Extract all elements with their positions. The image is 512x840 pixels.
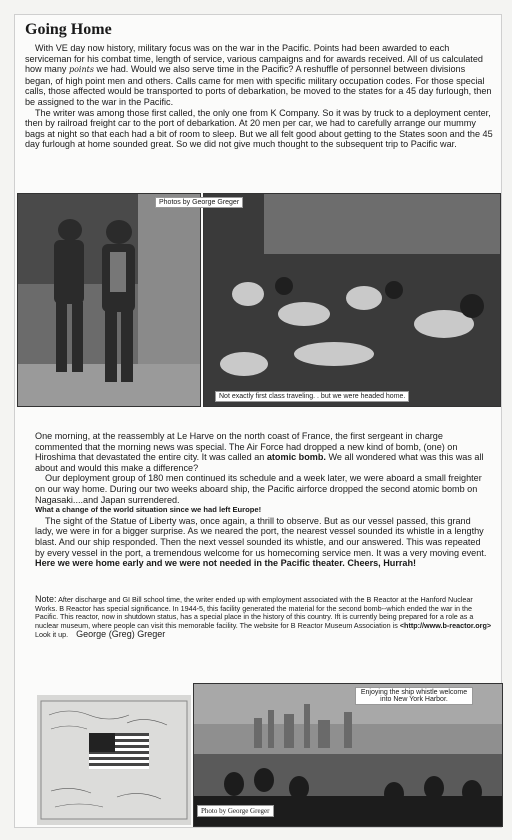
photo-credit-top: Photos by George Greger	[155, 197, 243, 208]
paragraph-3-start: One morning, at the reassembly at Le Harve on the north coast of France, the first sergeant in charge commented that the morning news was special. The Air Force had dropped a new kind of bomb, (one) on Hiroshima that devastated the entire city. It was called an	[35, 431, 458, 463]
railcar-caption: Not exactly first class traveling. . but we were headed home.	[215, 391, 409, 402]
story-text	[35, 431, 491, 569]
handwritten-word: points	[68, 65, 94, 75]
note-label: Note:	[35, 594, 57, 604]
note-block	[35, 595, 493, 640]
intro-text	[25, 43, 493, 150]
railcar-photo	[203, 193, 501, 407]
note-text: After discharge and GI Bill school time, the writer ended up with employment associated with the B Reactor at the Hanford Nuclear Works. B Reactor has special significance. In 1944-5, this facility generated the material for the second bomb--which ended the war in the Pacific. This reactor, now in shutdown status, has a special place in the history of this country. Ift is currently being prepared for a role as a nuclear museum, where people can visit this memorable facility. The website for B Reactor Museum Association is	[35, 595, 474, 630]
soldiers-photo-art	[18, 194, 200, 406]
signed-flag-photo	[37, 695, 191, 825]
paragraph-1-start: With VE day now history, military focus was on the war in the Pacific. Points had been awarded to each serviceman for his combat time, length of service, various campaigns and for awards received. All of us calculated how many	[25, 43, 483, 75]
photo-credit-bottom: Photo by George Greger	[197, 805, 274, 817]
paragraph-5-start: The sight of the Statue of Liberty was, once again, a thrill to observe. But as our vessel passed, this grand lady, we were in for a bigger surprise. As we neared the port, the nearest vessel sounded its whistle in a lengthy blast. And our ship responded. Then the next vessel sounded its whistle, and our answered. This was repeated by every vessel in the port, a tremendous welcome for us homecoming service men. It was a very moving event.	[35, 515, 487, 558]
page-title: Going Home	[25, 21, 112, 38]
note-end: Look it up.	[35, 630, 69, 640]
soldiers-photo	[17, 193, 201, 407]
paragraph-1	[25, 43, 493, 108]
newsletter-page	[14, 14, 502, 828]
railcar-photo-art	[204, 194, 500, 406]
paragraph-1-end: we had. Would we also serve time in the Pacific? A reshuffle of personnel between divisions began, of high point men and others. Calls came for men with specific military occupation codes. For those special calls, those affected would be transported to ports of debarkation, be moved to the states for a 45 day furlough, then be assigned to the war in the Pacific.	[25, 64, 492, 107]
harbor-caption: Enjoying the ship whistle welcome into New York Harbor.	[355, 687, 473, 705]
paragraph-4: Our deployment group of 180 men continued its schedule and a week later, we were aboard a small freighter on our way home. During our two weeks aboard ship, the Pacific airforce dropped the second atomic bomb on Nagasaki....and Japan surrendered.	[35, 473, 482, 505]
paragraph-5	[35, 516, 491, 569]
paragraph-3-end: We all wondered what was this was all about and would this make a difference?	[35, 452, 484, 473]
cheers-emphasis: Here we were home early and we were not needed in the Pacific theater. Cheers, Hurrah!	[35, 558, 417, 569]
signature: George (Greg) Greger	[76, 629, 166, 640]
tagline: What a change of the world situation since we had left Europe!	[35, 505, 262, 515]
paragraph-3	[35, 431, 491, 473]
paragraph-2: The writer was among those first called, the only one from K Company. So it was by truck to a deployment center, then by railroad freight car to the port of debarkation. At 20 men per car, we had to carefully arrange our mummy bags at night so that each had a bit of room to sleep. But we all felt good about getting to the States soon and the 45 day furlough at home sounded great. So we did not give much thought to the subsequent trip to Pacific war.	[25, 107, 493, 150]
atomic-bomb-emphasis: atomic bomb.	[266, 452, 326, 463]
signed-flag-art	[37, 695, 191, 825]
museum-url[interactable]: <http://www.b-reactor.org>	[399, 620, 492, 630]
